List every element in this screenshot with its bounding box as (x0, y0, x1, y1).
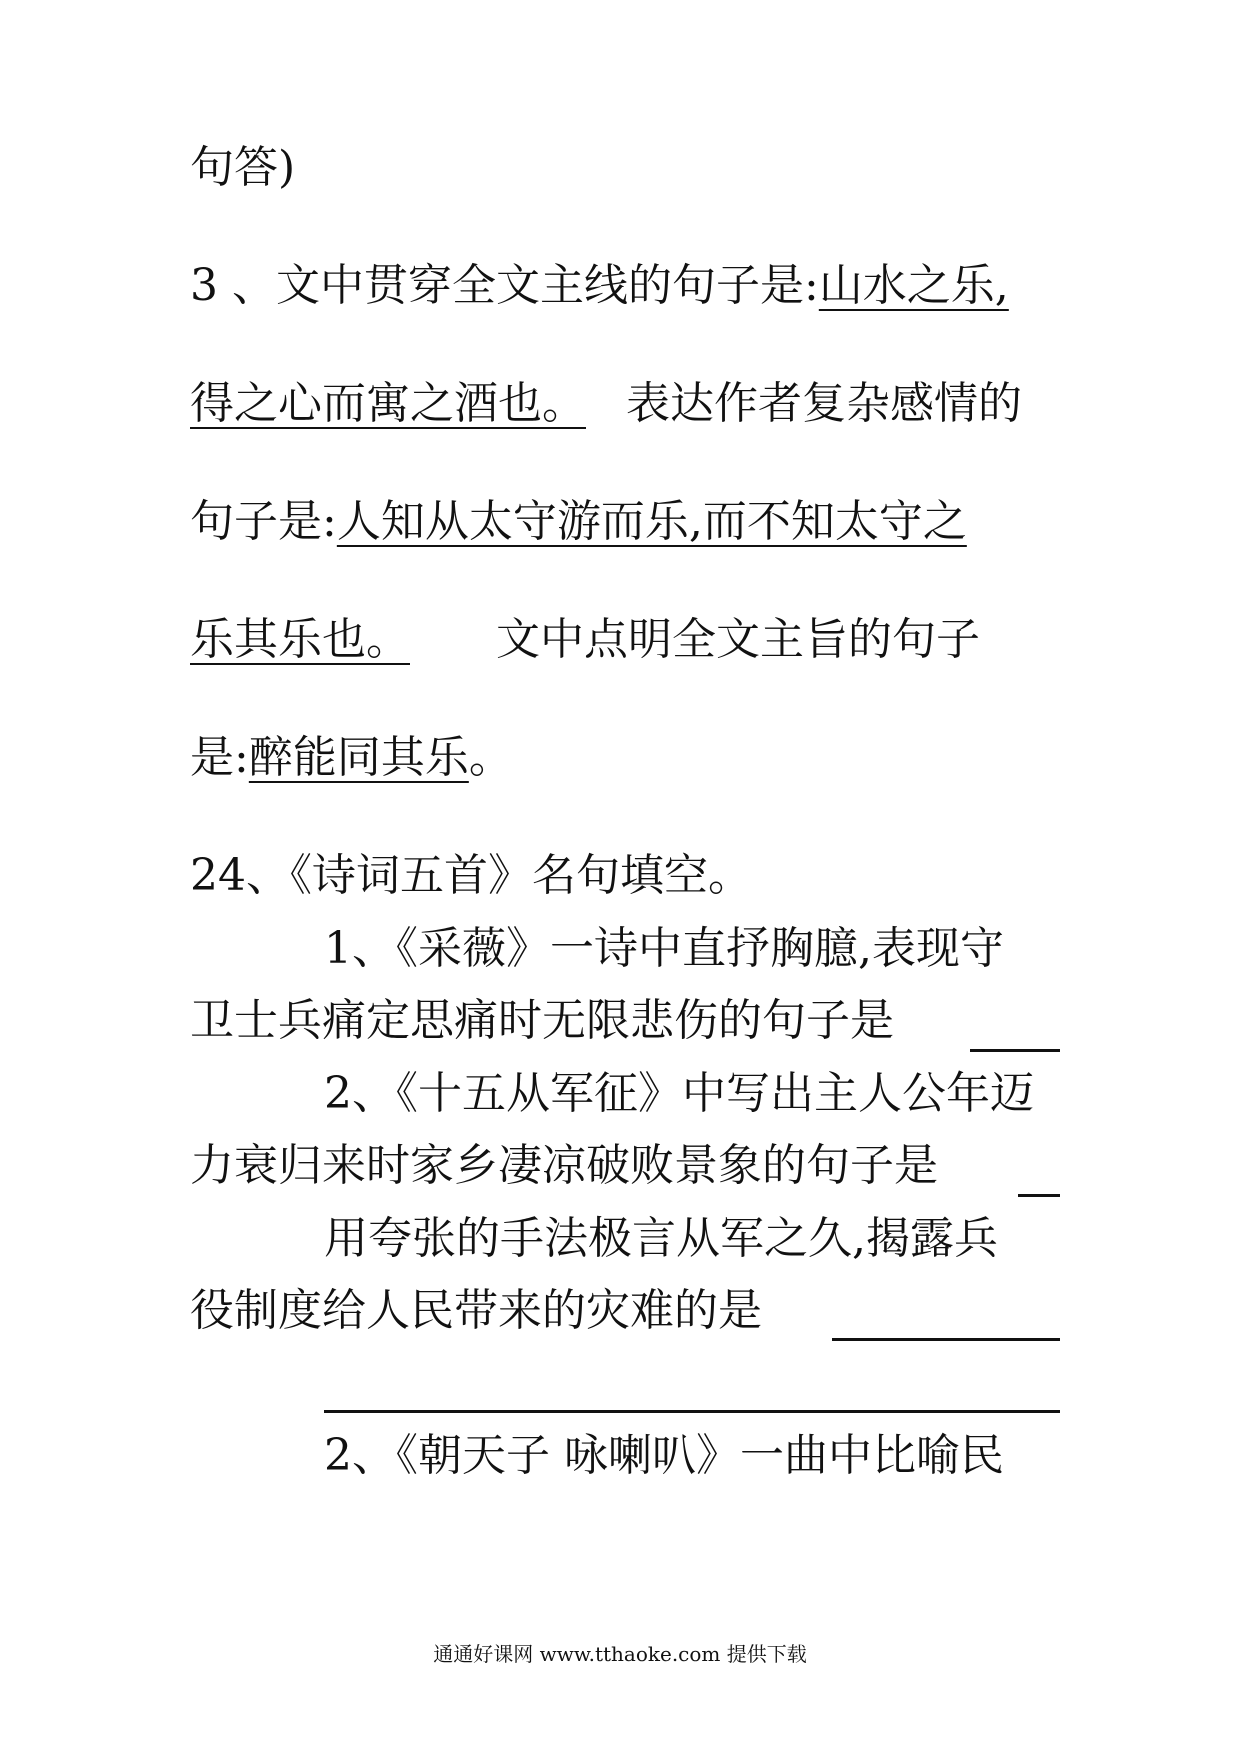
underlined-answer: 醉能同其乐 (248, 732, 469, 783)
line-text: 句子是: (190, 496, 337, 547)
text-line (190, 140, 1060, 196)
text-line (190, 730, 1060, 786)
line-text: 力衰归来时家乡凄凉破败景象的句子是 (190, 1140, 938, 1191)
text-line (324, 921, 1064, 977)
text-line (190, 376, 1060, 432)
underlined-answer: 得之心而寓之酒也。 (190, 378, 586, 429)
text-line (324, 1428, 1064, 1484)
text-line (190, 1138, 1060, 1194)
text-line (324, 1066, 1064, 1122)
line-text: 2、《朝天子 咏喇叭》一曲中比喻民 (324, 1430, 1004, 1481)
line-text: 1、《采薇》一诗中直抒胸臆,表现守 (324, 923, 1004, 974)
fill-blank-line (1018, 1194, 1060, 1197)
text-line (190, 1283, 1060, 1339)
underlined-answer: 乐其乐也。 (190, 614, 410, 665)
text-line (190, 258, 1060, 314)
line-text: 用夸张的手法极言从军之久,揭露兵 (324, 1213, 998, 1264)
underlined-answer: 山水之乐, (818, 260, 1009, 311)
text-line (324, 1211, 1064, 1267)
text-line (190, 612, 1060, 668)
fill-blank-line (970, 1049, 1060, 1052)
page-footer: 通通好课网 www.tthaoke.com 提供下载 (433, 1642, 807, 1666)
line-text: 文中点明全文主旨的句子 (496, 614, 980, 665)
line-text: 句答) (190, 142, 296, 193)
fill-blank-line (324, 1410, 1060, 1413)
text-line (190, 494, 1060, 550)
line-text: 。 (468, 732, 513, 783)
section-heading (190, 848, 1060, 904)
fill-blank-line (832, 1338, 1060, 1341)
line-text: 是: (190, 732, 249, 783)
line-text: 役制度给人民带来的灾难的是 (190, 1285, 762, 1336)
underlined-answer: 人知从太守游而乐,而不知太守之 (336, 496, 967, 547)
line-text: 3 、文中贯穿全文主线的句子是: (190, 260, 819, 311)
line-text: 卫士兵痛定思痛时无限悲伤的句子是 (190, 995, 894, 1046)
line-text: 2、《十五从军征》中写出主人公年迈 (324, 1068, 1034, 1119)
line-text: 表达作者复杂感情的 (626, 378, 1022, 429)
line-text: 24、《诗词五首》名句填空。 (190, 850, 752, 901)
text-line (190, 993, 1060, 1049)
